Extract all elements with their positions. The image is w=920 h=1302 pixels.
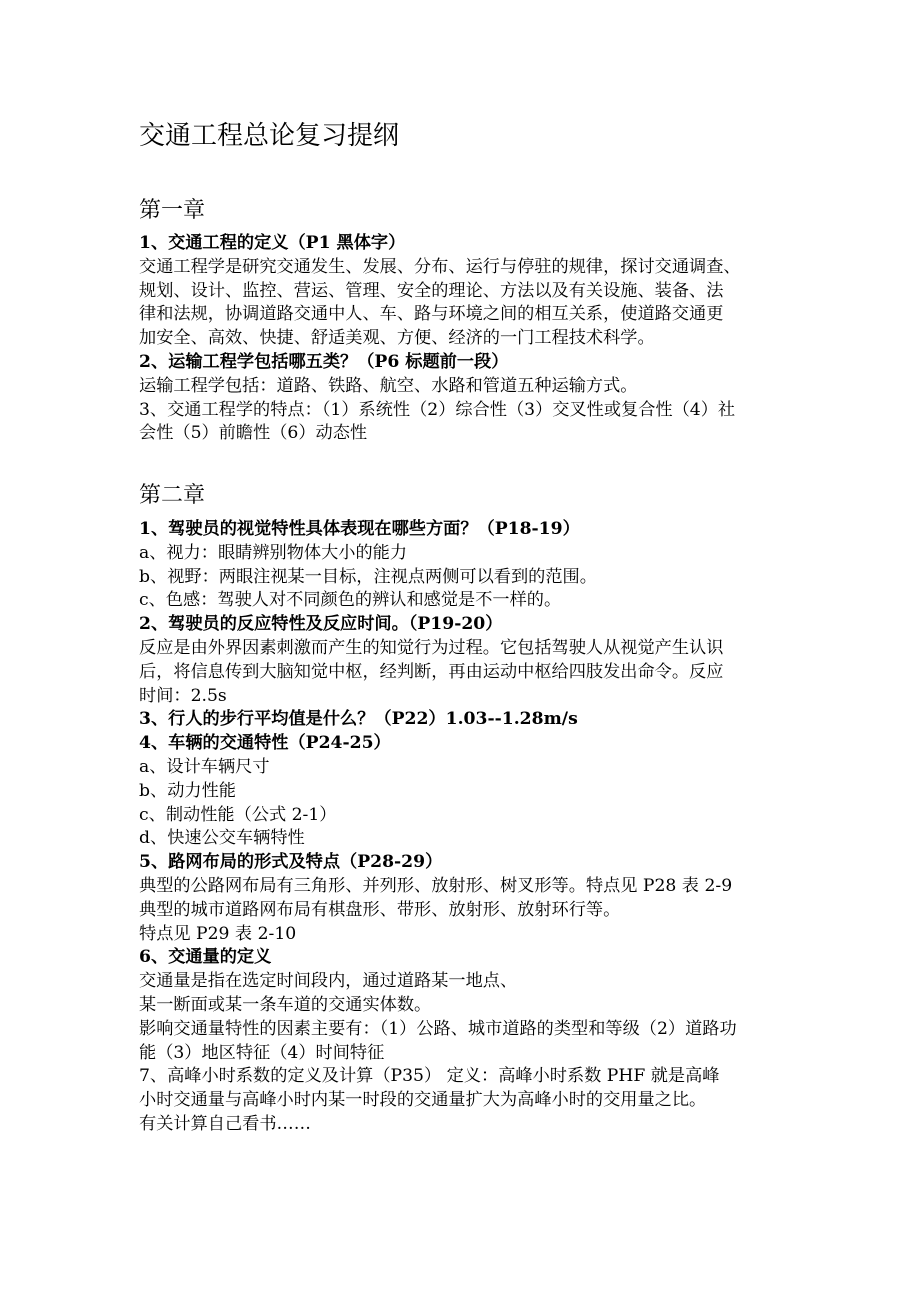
question-line: 2、运输工程学包括哪五类？（P6 标题前一段） xyxy=(139,351,509,372)
text-line: 时间：2.5s xyxy=(139,685,227,706)
text-line: 特点见 P29 表 2-10 xyxy=(139,923,297,944)
text-line: d、快速公交车辆特性 xyxy=(139,828,305,849)
question-line: 4、车辆的交通特性（P24-25） xyxy=(139,733,391,754)
text-line: 运输工程学包括：道路、铁路、航空、水路和管道五种运输方式。 xyxy=(139,375,638,396)
text-line: 典型的城市道路网布局有棋盘形、带形、放射形、放射环行等。 xyxy=(139,899,621,920)
chapter-1-body xyxy=(139,232,783,446)
question-line: 1、驾驶员的视觉特性具体表现在哪些方面？（P18-19） xyxy=(139,519,580,539)
text-line: 某一断面或某一条车道的交通实体数。 xyxy=(139,994,432,1015)
text-line: 交通量是指在选定时间段内，通过道路某一地点、 xyxy=(139,971,518,992)
question-line: 5、路网布局的形式及特点（P28-29） xyxy=(139,852,443,873)
text-line: 能（3）地区特征（4）时间特征 xyxy=(139,1042,385,1063)
text-line: 会性（5）前瞻性（6）动态性 xyxy=(139,423,368,444)
text-line: 律和法规，协调道路交通中人、车、路与环境之间的相互关系，使道路交通更 xyxy=(139,304,724,325)
text-line: c、色感：驾驶人对不同颜色的辨认和感觉是不一样的。 xyxy=(139,590,562,611)
chapter-heading-2: 第二章 xyxy=(139,483,206,508)
question-line: 1、交通工程的定义（P1 黑体字） xyxy=(139,233,406,253)
text-line: b、动力性能 xyxy=(139,780,236,801)
text-line: 影响交通量特性的因素主要有：（1）公路、城市道路的类型和等级（2）道路功 xyxy=(139,1018,737,1039)
text-line: 加安全、高效、快捷、舒适美观、方便、经济的一门工程技术科学。 xyxy=(139,328,655,349)
question-line: 2、驾驶员的反应特性及反应时间。（P19-20） xyxy=(139,614,503,635)
question-line: 3、行人的步行平均值是什么？（P22）1.03--1.28m/s xyxy=(139,709,578,730)
text-line: a、设计车辆尺寸 xyxy=(139,756,270,777)
chapter-2-body xyxy=(139,518,783,1137)
text-line: b、视野：两眼注视某一目标，注视点两侧可以看到的范围。 xyxy=(139,566,597,587)
text-line: 小时交通量与高峰小时内某一时段的交通量扩大为高峰小时的交用量之比。 xyxy=(139,1090,707,1111)
question-line: 6、交通量的定义 xyxy=(139,947,272,968)
text-line: 交通工程学是研究交通发生、发展、分布、运行与停驻的规律，探讨交通调查、 xyxy=(139,256,741,277)
text-line: 7、高峰小时系数的定义及计算（P35） 定义：高峰小时系数 PHF 就是高峰 xyxy=(139,1066,720,1087)
text-line: 典型的公路网布局有三角形、并列形、放射形、树叉形等。特点见 P28 表 2-9 xyxy=(139,875,733,896)
chapter-heading-1: 第一章 xyxy=(139,198,206,223)
text-line: 有关计算自己看书…… xyxy=(139,1113,311,1134)
text-line: 规划、设计、监控、营运、管理、安全的理论、方法以及有关设施、装备、法 xyxy=(139,280,724,301)
text-line: 后，将信息传到大脑知觉中枢，经判断，再由运动中枢给四肢发出命令。反应 xyxy=(139,661,724,682)
document-title: 交通工程总论复习提纲 xyxy=(139,121,400,151)
text-line: a、视力：眼睛辨别物体大小的能力 xyxy=(139,542,408,563)
text-line: c、制动性能（公式 2-1） xyxy=(139,804,337,825)
text-line: 反应是由外界因素刺激而产生的知觉行为过程。它包括驾驶人从视觉产生认识 xyxy=(139,637,724,658)
text-line: 3、交通工程学的特点：（1）系统性（2）综合性（3）交叉性或复合性（4）社 xyxy=(139,399,736,420)
